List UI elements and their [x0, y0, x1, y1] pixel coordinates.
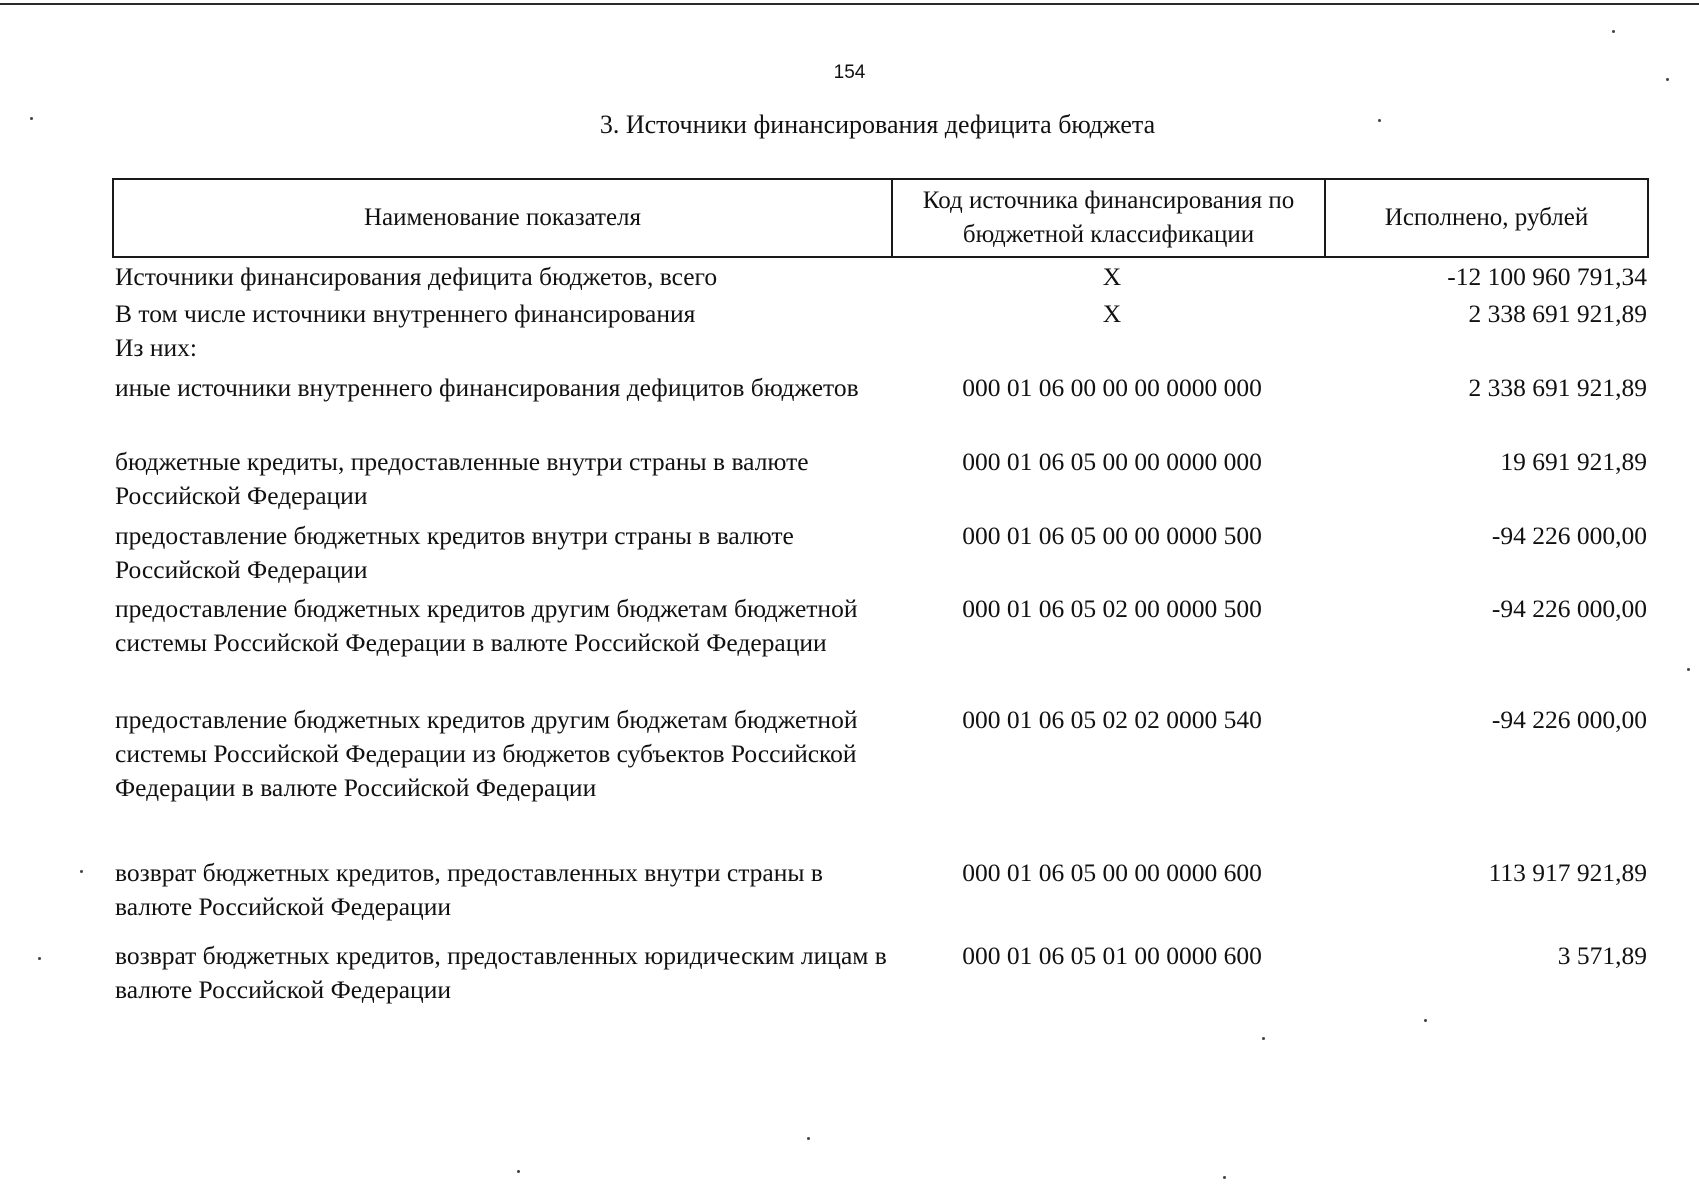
- row-name: возврат бюджетных кредитов, предоставленных юридическим лицам в валюте Российской Федерации: [115, 941, 887, 1004]
- row-value: -12 100 960 791,34: [1447, 262, 1647, 291]
- scan-speck: [1378, 119, 1381, 122]
- row-name: возврат бюджетных кредитов, предоставленных внутри страны в валюте Российской Федерации: [115, 858, 823, 921]
- row-value: 2 338 691 921,89: [1468, 299, 1647, 328]
- row-code: Х: [1102, 299, 1122, 328]
- row-code: 000 01 06 00 00 00 0000 000: [962, 373, 1262, 402]
- row-code: 000 01 06 05 02 02 0000 540: [962, 705, 1262, 734]
- scan-speck: [517, 1170, 520, 1173]
- scan-speck: [80, 870, 83, 873]
- scan-speck: [1424, 1019, 1427, 1022]
- row-name: предоставление бюджетных кредитов другим бюджетам бюджетной системы Российской Федерации из бюджетов субъектов Российской Федерации в валюте Российской Федерации: [115, 705, 858, 802]
- row-value: -94 226 000,00: [1491, 594, 1647, 623]
- row-name: предоставление бюджетных кредитов внутри страны в валюте Российской Федерации: [115, 521, 794, 584]
- row-name: В том числе источники внутреннего финансирования: [115, 299, 696, 328]
- scan-speck: [1687, 668, 1690, 671]
- row-name: Из них:: [115, 333, 197, 362]
- row-value: -94 226 000,00: [1491, 521, 1647, 550]
- row-code: 000 01 06 05 02 00 0000 500: [962, 594, 1262, 623]
- page-number: 154: [833, 62, 866, 83]
- row-value: 19 691 921,89: [1500, 447, 1647, 476]
- scan-speck: [30, 117, 33, 120]
- row-value: 113 917 921,89: [1488, 858, 1647, 887]
- scan-speck: [1223, 1176, 1226, 1179]
- scan-speck: [807, 1137, 810, 1140]
- row-name: бюджетные кредиты, предоставленные внутри страны в валюте Российской Федерации: [115, 447, 809, 510]
- header-value: Исполнено, рублей: [1384, 204, 1589, 231]
- row-name: предоставление бюджетных кредитов другим бюджетам бюджетной системы Российской Федерации в валюте Российской Федерации: [115, 594, 858, 657]
- row-code: 000 01 06 05 00 00 0000 000: [962, 447, 1262, 476]
- row-value: 2 338 691 921,89: [1468, 373, 1647, 402]
- scan-speck: [1262, 1037, 1265, 1040]
- top-rule: [0, 3, 1699, 5]
- header-name: Наименование показателя: [114, 180, 893, 256]
- row-code: 000 01 06 05 00 00 0000 600: [962, 858, 1262, 887]
- row-code: 000 01 06 05 01 00 0000 600: [962, 941, 1262, 970]
- table-header: [112, 178, 1649, 258]
- row-name: Источники финансирования дефицита бюджетов, всего: [115, 262, 718, 291]
- scan-speck: [1666, 78, 1669, 81]
- scan-speck: [1612, 30, 1615, 33]
- row-value: 3 571,89: [1557, 941, 1647, 970]
- row-value: -94 226 000,00: [1491, 705, 1647, 734]
- scan-speck: [38, 957, 41, 960]
- section-title: 3. Источники финансирования дефицита бюджета: [599, 110, 1156, 139]
- header-code: Код источника финансирования по бюджетной классификации: [893, 180, 1326, 256]
- row-name: иные источники внутреннего финансирования дефицитов бюджетов: [115, 373, 859, 402]
- row-code: 000 01 06 05 00 00 0000 500: [962, 521, 1262, 550]
- row-code: Х: [1102, 262, 1122, 291]
